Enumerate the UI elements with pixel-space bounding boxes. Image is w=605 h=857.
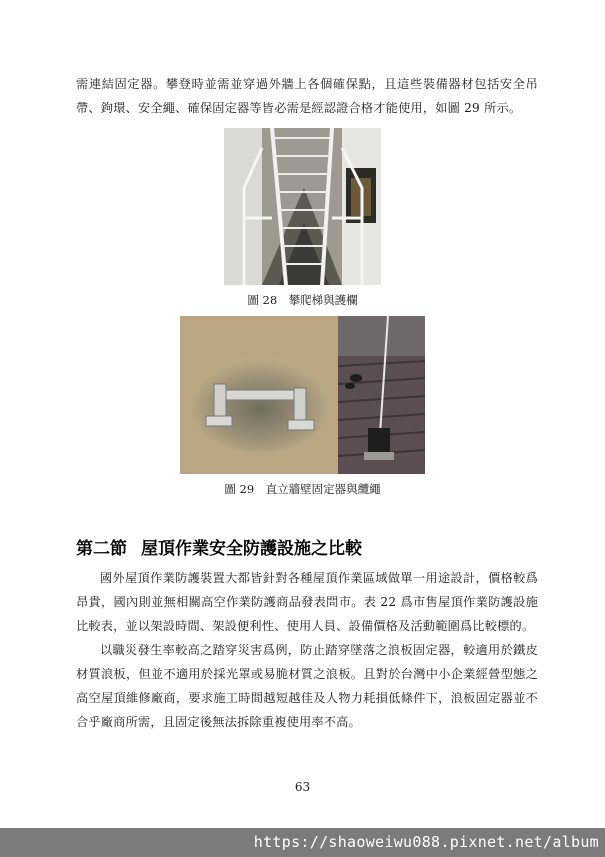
- page-number: 63: [294, 780, 311, 794]
- watermark-bar: [0, 828, 605, 857]
- wall-anchor-photo: [180, 316, 338, 474]
- ladder-guardrail-photo: [224, 128, 381, 285]
- section-title: 屋頂作業安全防護設施之比較: [141, 539, 362, 559]
- cable-roof-photo: [338, 316, 425, 474]
- section-paragraph-2: 以職災發生率較高之踏穿災害爲例，防止踏穿墜落之浪板固定器，較適用於鐵皮材質浪板，但並不適用於採光罩或易脆材質之浪板。且對於台灣中小企業經營型態之高空屋頂維修廠商，要求施工時間越短越佳及人物力耗損低條件下，浪板固定器並不合乎廠商所需，且固定後無法拆除重複使用率不高。: [76, 643, 538, 729]
- section-heading: [76, 534, 362, 559]
- figure-29-caption: 圖 29 直立牆壁固定器與纜繩: [224, 482, 381, 496]
- section-number: 第二節: [76, 539, 127, 559]
- intro-paragraph: 需連結固定器。攀登時並需並穿過外牆上各個確保點，且這些裝備器材包括安全吊帶、鉤環、安全繩、確保固定器等皆必需是經認證合格才能使用，如圖 29 所示。: [76, 77, 538, 115]
- watermark-url: https://shaoweiwu088.pixnet.net/album: [253, 833, 599, 851]
- section-paragraph-1: 國外屋頂作業防護裝置大都皆針對各種屋頂作業區域做單一用途設計，價格較爲昂貴，國內則並無相關高空作業防護商品發表問市。表 22 爲市售屋頂作業防護設施比較表，並以架設時間、架設便利性、使用人員、設備價格及活動範圍爲比較標的。: [76, 571, 538, 633]
- figure-28-caption: 圖 28 攀爬梯與護欄: [247, 293, 358, 307]
